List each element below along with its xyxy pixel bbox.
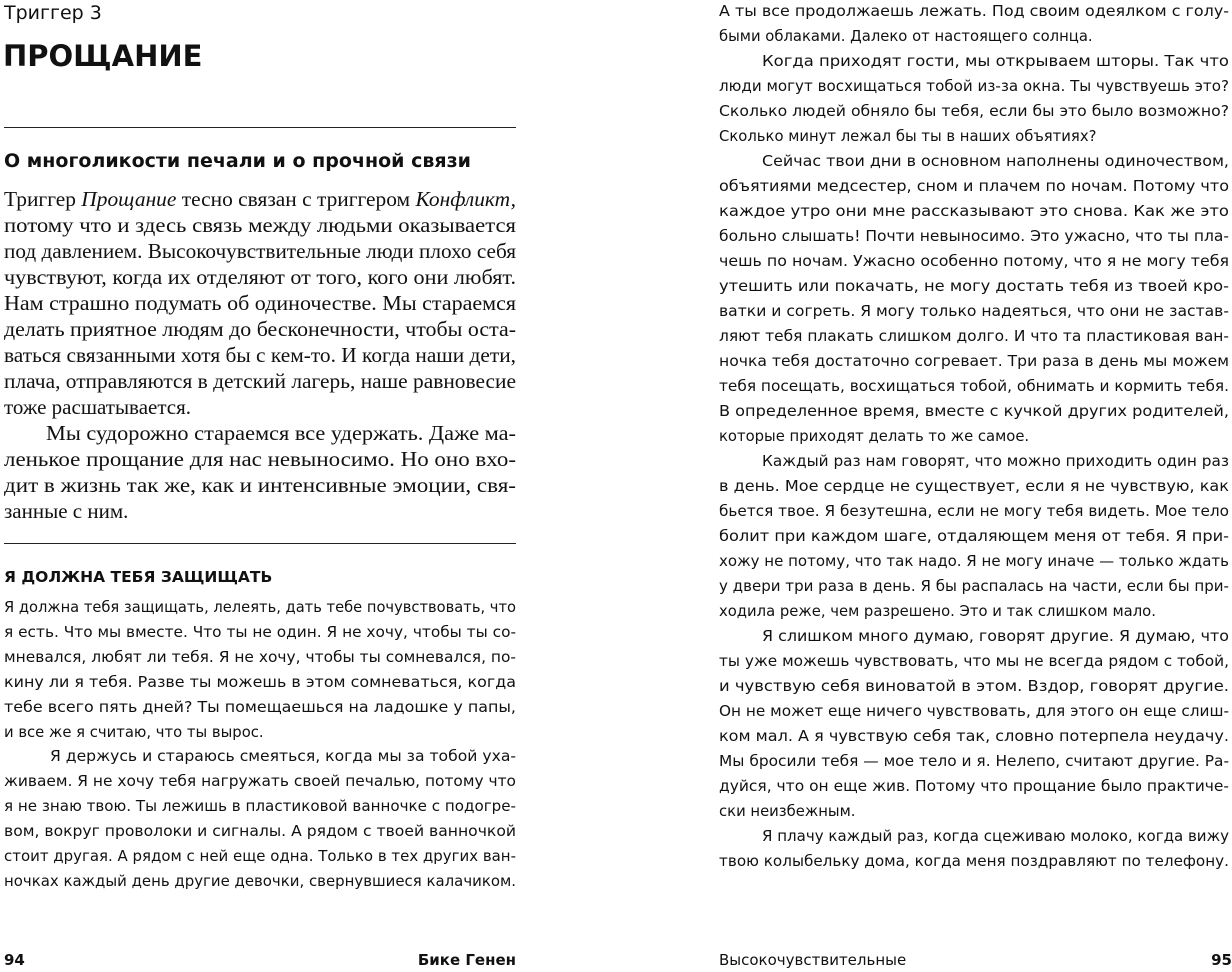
body-line: в день. Мое сердце не существует, если я не чувствую, как: [719, 478, 1229, 495]
body-line: мневался, любят ли тебя. Я не хочу, чтобы ты сомневался, по-: [4, 648, 516, 666]
intro-text: Мы судорожно стараемся все удержать. Даже ма-: [46, 421, 516, 445]
intro-line: [4, 212, 516, 238]
body-line: ночка тебя достаточно согревает. Три раза в день мы можем: [719, 353, 1229, 370]
intro-text: под давлением. Высокочувствительные люди плохо себя: [4, 239, 516, 263]
intro-text: плача, отправляются в детский лагерь, наше равновесие: [4, 369, 516, 393]
body-line: у двери три раза в день. Я бы распалась на части, если бы при-: [719, 578, 1229, 595]
body-line: А ты все продолжаешь лежать. Под своим одеялком с голу-: [719, 3, 1229, 20]
body-line: ляют тебя плакать слишком долго. И что та пластиковая ван-: [719, 328, 1229, 345]
body-line: кину ли я тебя. Разве ты можешь в этом сомневаться, когда: [4, 673, 516, 691]
middle-divider: [4, 543, 516, 544]
body-line: ватки и согреть. Я могу только надеяться, что они не застав-: [719, 303, 1229, 320]
intro-line: [4, 186, 516, 212]
body-line: и чувствую себя виноватой в этом. Вздор, говорят другие.: [719, 678, 1229, 695]
body-line: ты уже можешь чувствовать, что мы не всегда рядом с тобой,: [719, 653, 1229, 670]
page-number-left: 94: [4, 951, 25, 969]
intro-line: [4, 264, 516, 290]
intro-line: [46, 420, 516, 446]
body-line: тебя посещать, восхищаться тобой, обнимать и кормить тебя.: [719, 378, 1229, 395]
body-line: которые приходят делать то же самое.: [719, 428, 1030, 445]
intro-text: тесно связан с триггером: [176, 187, 416, 211]
intro-text: Нам страшно подумать об одиночестве. Мы стараемся: [4, 291, 516, 315]
body-line: объятиями медсестер, сном и плачем по ночам. Потому что: [719, 178, 1229, 195]
body-line: каждое утро они мне рассказывают это снова. Как же это: [719, 203, 1229, 220]
body-line: живаем. Я не хочу тебя нагружать своей печалью, потому что: [4, 773, 516, 791]
italic-term: Прощание: [81, 187, 177, 211]
left-page: [0, 0, 520, 972]
body-line: чешь по ночам. Ужасно особенно потому, что я не могу тебя: [719, 253, 1229, 270]
intro-line: [4, 238, 516, 264]
body-line: больно слышать! Почти невыносимо. Это ужасно, что ты пла-: [719, 228, 1229, 245]
body-line: утешить или покачать, не могу достать тебя из твоей кро-: [719, 278, 1229, 295]
body-line: ски неизбежным.: [719, 803, 856, 820]
running-head: Высокочувствительные: [719, 951, 907, 969]
body-line: Сколько людей обняло бы тебя, если бы это было возможно?: [719, 103, 1229, 120]
body-line: стоит другая. А рядом с ней еще одна. Только в тех других ван-: [4, 848, 516, 865]
intro-text: дит в жизнь так же, как и интенсивные эмоции, свя-: [4, 473, 516, 497]
body-line: ночках каждый день другие девочки, свернувшиеся калачиком.: [4, 872, 516, 890]
intro-text: делать приятное людям до бесконечности, чтобы оста-: [4, 317, 516, 341]
body-line: твою колыбельку дома, когда меня поздравляют по телефону.: [719, 853, 1229, 870]
intro-text: чувствуют, когда их отделяют от того, кого они любят.: [4, 265, 516, 289]
body-line: Я должна тебя защищать, лелеять, дать тебе почувствовать, что: [4, 599, 516, 616]
top-divider: [4, 127, 516, 128]
intro-line: [4, 498, 128, 524]
intro-text: ваться связанными хотя бы с кем-то. И когда наши дети,: [4, 343, 516, 367]
body-line: бьется твое. Я безутешна, если не могу тебя видеть. Мое тело: [719, 503, 1229, 520]
body-line: люди могут восхищаться тобой из-за окна. Ты чувствуешь это?: [719, 78, 1229, 95]
body-line: болит при каждом шаге, отдаляющем меня от тебя. Я при-: [719, 528, 1229, 545]
intro-line: [4, 368, 516, 394]
body-line: ходила реже, чем разрешено. Это и так слишком мало.: [719, 603, 1156, 620]
intro-text: занные с ним.: [4, 499, 129, 523]
body-line: я есть. Что мы вместе. Что ты не один. Я не хочу, чтобы ты со-: [4, 623, 516, 641]
body-line: ком мал. А я чувствую себя так, словно потерпела неудачу.: [719, 728, 1229, 745]
italic-term: Конфликт,: [415, 187, 516, 211]
trigger-label: Триггер 3: [4, 2, 102, 24]
body-line: В определенное время, вместе с кучкой других родителей,: [719, 403, 1229, 420]
body-line: Каждый раз нам говорят, что можно приходить один раз: [762, 453, 1229, 470]
body-line: Сколько минут лежал бы ты в наших объятиях?: [719, 128, 1097, 145]
author-name: Бике Генен: [417, 951, 516, 969]
intro-text: тоже расшатывается.: [4, 395, 192, 419]
subheading: Я ДОЛЖНА ТЕБЯ ЗАЩИЩАТЬ: [4, 568, 273, 586]
body-line: Я держусь и стараюсь смеяться, когда мы за тобой уха-: [50, 748, 516, 766]
body-line: вом, вокруг проволоки и сигналы. А рядом с твоей ванночкой: [4, 823, 516, 841]
intro-line: [4, 446, 516, 472]
body-line: быми облаками. Далеко от настоящего солнца.: [719, 28, 1093, 45]
body-line: тебе всего пять дней? Ты помещаешься на ладошке у папы,: [4, 698, 516, 716]
body-line: хожу не потому, что так надо. Я не могу иначе — только ждать: [719, 553, 1229, 570]
intro-text: Триггер: [4, 187, 82, 211]
intro-line: [4, 394, 191, 420]
body-line: я не знаю твою. Ты лежишь в пластиковой ванночке с подогре-: [4, 798, 516, 816]
section-heading: О многоликости печали и о прочной связи: [4, 150, 471, 172]
intro-text: ленькое прощание для нас невыносимо. Но оно вхо-: [4, 447, 516, 471]
body-line: Мы бросили тебя — мое тело и я. Нелепо, считают другие. Ра-: [719, 753, 1229, 770]
body-line: Я слишком много думаю, говорят другие. Я думаю, что: [762, 628, 1229, 645]
intro-line: [4, 342, 516, 368]
body-line: Сейчас твои дни в основном наполнены одиночеством,: [762, 153, 1229, 170]
intro-line: [4, 290, 516, 316]
chapter-title: ПРОЩАНИЕ: [3, 39, 203, 73]
right-page: [716, 0, 1232, 972]
body-line: и все же я считаю, что ты вырос.: [4, 723, 264, 741]
body-line: Я плачу каждый раз, когда сцеживаю молоко, когда вижу: [762, 828, 1229, 845]
body-line: дуйся, что он еще жив. Потому что прощание было практиче-: [719, 778, 1229, 795]
intro-line: [4, 316, 516, 342]
body-line: Когда приходят гости, мы открываем шторы. Так что: [762, 53, 1229, 70]
intro-line: [4, 472, 516, 498]
page-number-right: 95: [1211, 951, 1232, 969]
body-line: Он не может еще ничего чувствовать, для этого он еще слиш-: [719, 703, 1229, 720]
intro-text: потому что и здесь связь между людьми оказывается: [4, 213, 516, 237]
